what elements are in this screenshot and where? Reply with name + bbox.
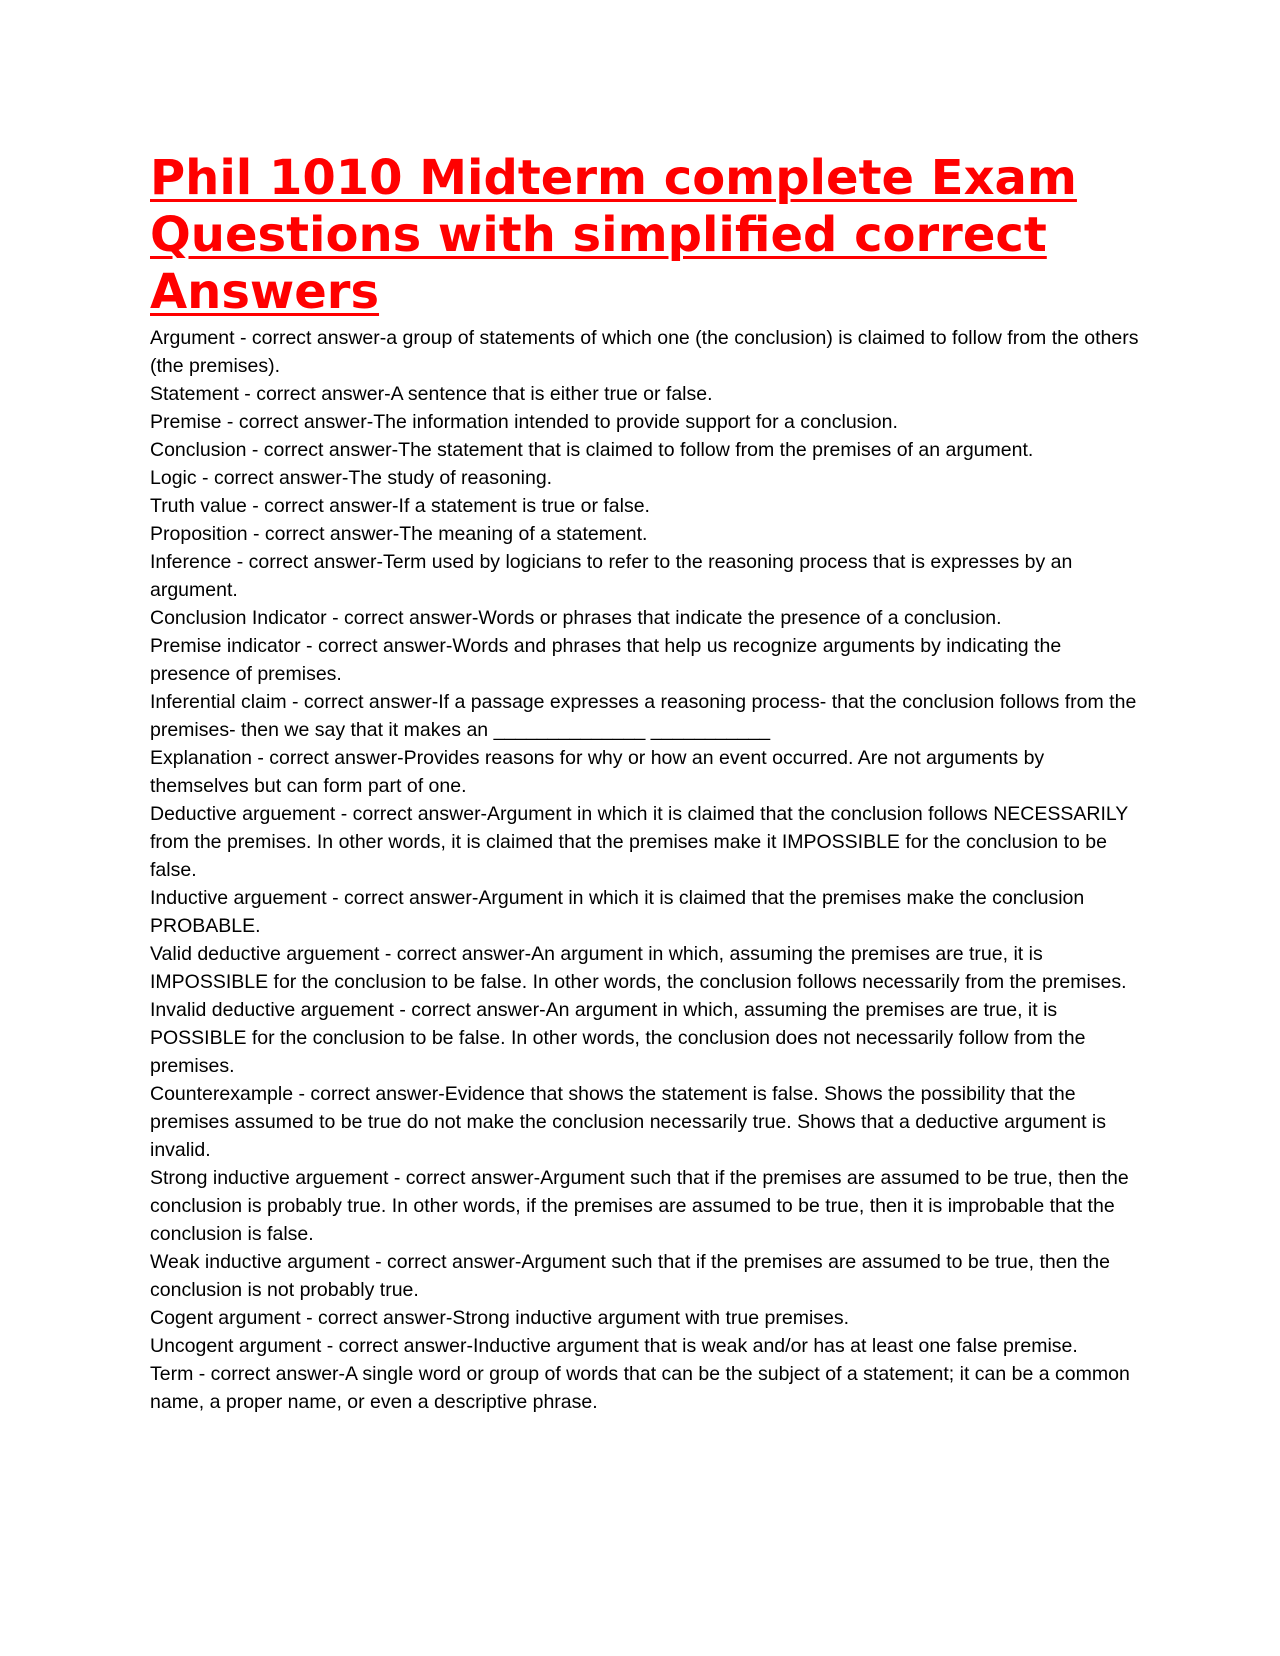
entry-logic: Logic - correct answer-The study of reasoning.	[150, 467, 553, 489]
document-title: Phil 1010 Midterm complete Exam Questions with simplified correct Answers	[150, 150, 1077, 320]
entry-premise-indicator: Premise indicator - correct answer-Words and phrases that help us recognize arguments by indicating the presence of premises.	[150, 635, 1062, 685]
entry-conclusion-indicator: Conclusion Indicator - correct answer-Words or phrases that indicate the presence of a conclusion.	[150, 607, 1002, 629]
entry-statement: Statement - correct answer-A sentence that is either true or false.	[150, 383, 713, 405]
entry-valid-deductive-argument: Valid deductive arguement - correct answer-An argument in which, assuming the premises are true, it is IMPOSSIBLE for the conclusion to be false. In other words, the conclusion follows necessarily from the premises.	[150, 943, 1127, 993]
entry-deductive-argument: Deductive arguement - correct answer-Argument in which it is claimed that the conclusion follows NECESSARILY from the premises. In other words, it is claimed that the premises make it IMPOSSIBLE for the conclusion to be false.	[150, 803, 1128, 881]
entry-argument: Argument - correct answer-a group of statements of which one (the conclusion) is claimed to follow from the others (the premises).	[150, 327, 1139, 377]
entry-term: Term - correct answer-A single word or group of words that can be the subject of a statement; it can be a common name, a proper name, or even a descriptive phrase.	[150, 1363, 1130, 1413]
entry-invalid-deductive-argument: Invalid deductive arguement - correct answer-An argument in which, assuming the premises are true, it is POSSIBLE for the conclusion to be false. In other words, the conclusion does not necessarily follow from the premises.	[150, 999, 1086, 1077]
document-page	[150, 150, 1140, 1416]
entry-inductive-argument: Inductive arguement - correct answer-Argument in which it is claimed that the premises make the conclusion PROBABLE.	[150, 887, 1085, 937]
entry-list	[150, 324, 1140, 1416]
entry-inferential-claim: Inferential claim - correct answer-If a passage expresses a reasoning process- that the conclusion follows from the premises- then we say that it makes an ______________ ___________	[150, 691, 1137, 741]
entry-conclusion: Conclusion - correct answer-The statement that is claimed to follow from the premises of an argument.	[150, 439, 1034, 461]
entry-cogent-argument: Cogent argument - correct answer-Strong inductive argument with true premises.	[150, 1307, 850, 1329]
entry-inference: Inference - correct answer-Term used by logicians to refer to the reasoning process that is expresses by an argument.	[150, 551, 1073, 601]
entry-strong-inductive-argument: Strong inductive arguement - correct answer-Argument such that if the premises are assumed to be true, then the conclusion is probably true. In other words, if the premises are assumed to be true, then it is improbable that the conclusion is false.	[150, 1167, 1129, 1245]
entry-truth-value: Truth value - correct answer-If a statement is true or false.	[150, 495, 650, 517]
entry-uncogent-argument: Uncogent argument - correct answer-Inductive argument that is weak and/or has at least one false premise.	[150, 1335, 1078, 1357]
entry-explanation: Explanation - correct answer-Provides reasons for why or how an event occurred. Are not arguments by themselves but can form part of one.	[150, 747, 1045, 797]
entry-premise: Premise - correct answer-The information intended to provide support for a conclusion.	[150, 411, 898, 433]
entry-counterexample: Counterexample - correct answer-Evidence that shows the statement is false. Shows the possibility that the premises assumed to be true do not make the conclusion necessarily true. Shows that a deductive argument is invalid.	[150, 1083, 1107, 1161]
entry-proposition: Proposition - correct answer-The meaning of a statement.	[150, 523, 648, 545]
entry-weak-inductive-argument: Weak inductive argument - correct answer-Argument such that if the premises are assumed to be true, then the conclusion is not probably true.	[150, 1251, 1110, 1301]
